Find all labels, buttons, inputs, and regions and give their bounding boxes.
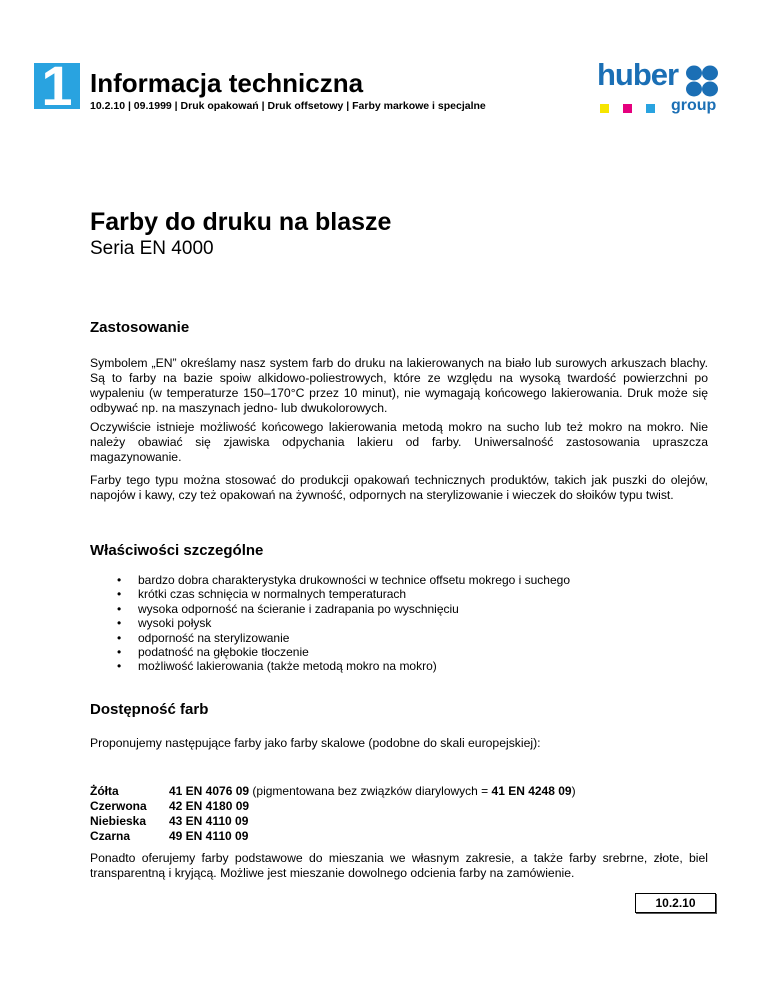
properties-list <box>117 573 570 674</box>
color-code: 41 EN 4076 09 <box>169 784 250 798</box>
clover-logo-icon <box>685 65 719 97</box>
list-item: • krótki czas schnięcia w normalnych temperaturach <box>117 587 570 601</box>
document-title: Farby do druku na blasze <box>90 208 392 236</box>
section-heading-wlasciwosci: Właściwości szczególne <box>90 542 264 559</box>
paragraph: Proponujemy następujące farby jako farby skalowe (podobne do skali europejskiej): <box>90 736 541 750</box>
color-row <box>90 829 576 844</box>
section-heading-dostepnosc: Dostępność farb <box>90 701 209 718</box>
list-item: • wysoki połysk <box>117 616 570 630</box>
color-code: 43 EN 4110 09 <box>169 814 249 828</box>
paragraph: Oczywiście istnieje możliwość końcowego lakierowania metodą mokro na sucho lub też mokro na mokro. Nie należy obawiać się zjawiska odpychania lakieru od farby. Uniwersalność zastosowania upraszcza magazynowanie. <box>90 420 708 464</box>
color-code: 49 EN 4110 09 <box>169 829 249 843</box>
color-name: Żółta <box>90 784 119 798</box>
document-subtitle: Seria EN 4000 <box>90 238 214 259</box>
cyan-square-icon <box>646 104 655 113</box>
color-name: Czerwona <box>90 799 147 813</box>
logo-word-huber: huber <box>597 57 679 92</box>
paragraph: Farby tego typu można stosować do produkcji opakowań technicznych produktów, takich jak puszki do olejów, napojów i kawy, czy też opakowań na żywność, odpornych na sterylizowanie i wieczek do słoików typu twist. <box>90 473 708 502</box>
color-row <box>90 814 576 829</box>
list-item: • odporność na sterylizowanie <box>117 631 570 645</box>
list-item: • bardzo dobra charakterystyka drukowności w technice offsetu mokrego i suchego <box>117 573 570 587</box>
section-heading-zastosowanie: Zastosowanie <box>90 319 190 336</box>
color-name: Niebieska <box>90 814 147 828</box>
color-name: Czarna <box>90 829 131 843</box>
paragraph: Ponadto oferujemy farby podstawowe do mieszania we własnym zakresie, a także farby srebrne, złote, biel transparentną i kryjącą. Możliwe jest mieszanie dowolnego odcienia farby na zamówienie. <box>90 851 708 880</box>
section-number: 1 <box>41 54 73 117</box>
section-number-badge <box>34 54 80 117</box>
header-title: Informacja techniczna <box>90 68 364 98</box>
color-codes-list <box>90 784 576 844</box>
logo-word-group: group <box>671 97 717 114</box>
list-item: • wysoka odporność na ścieranie i zadrapania po wyschnięciu <box>117 602 570 616</box>
color-code: 42 EN 4180 09 <box>169 799 250 813</box>
yellow-square-icon <box>600 104 609 113</box>
list-item: • podatność na głębokie tłoczenie <box>117 645 570 659</box>
magenta-square-icon <box>623 104 632 113</box>
color-note-code: 41 EN 4248 09 <box>491 784 572 798</box>
color-note: (pigmentowana bez związków diarylowych = <box>249 784 492 798</box>
color-row <box>90 799 576 814</box>
color-row <box>90 784 576 799</box>
header-meta: 10.2.10 | 09.1999 | Druk opakowań | Druk offsetowy | Farby markowe i specjalne <box>90 100 486 112</box>
color-note-end: ) <box>571 784 576 798</box>
page-code-box: 10.2.10 <box>635 893 716 913</box>
list-item: • możliwość lakierowania (także metodą mokro na mokro) <box>117 659 570 673</box>
paragraph: Symbolem „EN” określamy nasz system farb do druku na lakierowanych na biało lub surowych arkuszach blachy. Są to farby na bazie spoiw alkidowo-poliestrowych, które ze względu na wysoką twardość powierzchni po wypaleniu (w temperaturze 150–170°C przez 10 minut), nie wymagają końcowego lakierowania. Druk może się odbywać np. na maszynach jedno- lub dwukolorowych. <box>90 356 708 415</box>
huber-group-logo <box>597 57 723 120</box>
